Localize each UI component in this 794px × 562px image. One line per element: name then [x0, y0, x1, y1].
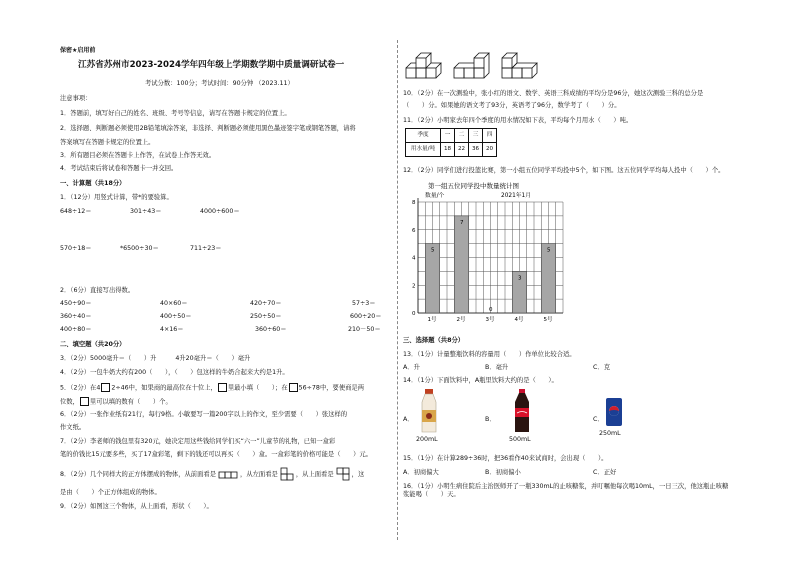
- left-view-icon: [280, 467, 294, 481]
- cubes-icon: [501, 48, 545, 84]
- x-tick-label: 5号: [543, 317, 553, 323]
- cube-figure-3: [501, 48, 545, 84]
- exam-info: 考试分数：100分；考试时间：90分钟 （2023.11）: [145, 80, 294, 87]
- front-view-icon: [218, 468, 238, 480]
- section1-heading: 一、计算题（共18分）: [60, 180, 126, 187]
- x-tick-label: 3号: [485, 317, 495, 323]
- note-2b: 答案填写在答题卡规定的位置上。: [60, 139, 155, 146]
- q5-part-a: 5．（2分）在4: [60, 384, 101, 392]
- blank-box: [289, 383, 298, 392]
- chart-ylabel: 数量/个: [425, 193, 445, 199]
- bar-value-label: 0: [489, 307, 493, 313]
- oral-item: 210－50＝: [348, 326, 381, 333]
- calc-item: 301÷43＝: [130, 208, 162, 215]
- q5-part-b: 2÷46中，如果商的最高位在十位上，: [111, 384, 217, 392]
- blank-box: [101, 383, 110, 392]
- bar: [425, 244, 440, 313]
- q5-line2: [60, 397, 172, 406]
- q3-text: 3．（2分）5000毫升＝（ ）升 4升20毫升＝（ ）毫升: [60, 355, 251, 362]
- section3-heading: 三、选择题（共8分）: [403, 337, 465, 344]
- calc-item: 4000÷600＝: [200, 208, 240, 215]
- bar-value-label: 5: [547, 247, 551, 254]
- q7-text: 7．（2分）李老师的钱包里有320元，她决定用这些钱给同学们买“六一”儿童节的礼物，已知一盒彩: [60, 438, 336, 445]
- x-tick-label: 2号: [456, 317, 466, 323]
- q7-line2: 笔的价钱比15元要多些，买了17盒彩笔，剩下的钱还可以再买（ ）盒。一盒彩笔的价格可能是（ ）元。: [60, 451, 372, 458]
- pepsi-can-icon: [605, 397, 623, 427]
- y-tick-label: 8: [412, 200, 416, 206]
- q14-text: 14．（1分）下面饮料中，A瓶里饮料大约的是（ ）。: [403, 377, 558, 384]
- oral-item: 250÷50＝: [250, 313, 282, 320]
- q8-line1: [60, 467, 364, 481]
- q10-line2: （ ）分。如果她的语文考了93分，英语考了96分，数学考了（ ）分。: [403, 102, 621, 109]
- shooting-bar-chart: [403, 180, 583, 334]
- oral-item: 600÷20＝: [350, 313, 382, 320]
- cube-figure-1: [405, 48, 449, 84]
- y-tick-label: 0: [412, 311, 416, 317]
- x-tick-label: 1号: [427, 317, 437, 323]
- y-tick-label: 6: [412, 227, 416, 234]
- table-cell: 三: [469, 129, 483, 143]
- cubes-icon: [453, 48, 497, 84]
- table-cell: 一: [441, 129, 455, 143]
- table-cell: 22: [455, 143, 469, 157]
- table-cell: 四: [483, 129, 497, 143]
- table-cell: 用水量/吨: [406, 143, 441, 157]
- q5-line2-a: 位数，: [60, 398, 79, 406]
- column-divider: [397, 40, 398, 540]
- table-cell: 20: [483, 143, 497, 157]
- calc-item: 648÷12＝: [60, 208, 92, 215]
- q13-text: 13．（1分）计量整瓶饮料的容量用（ ）作单位比较合适。: [403, 351, 576, 358]
- oral-item: 4×16＝: [160, 326, 184, 333]
- q5-part-c: 里最小填（ ）；在: [227, 384, 288, 392]
- q13-option-c: C．克: [593, 364, 610, 371]
- cola-bottle-image: [511, 388, 533, 437]
- notes-heading: 注意事项：: [60, 95, 92, 102]
- cubes-icon: [405, 48, 449, 84]
- q14-caption-a: 200mL: [416, 436, 438, 443]
- q14-caption-b: 500mL: [509, 436, 531, 443]
- q16-text: 16．（1分）小明生病住院后主治医师开了一瓶330mL的止咳糖浆，并叮嘱他每次喝10mL，一日三次，他这瓶止咳糖浆能喝（ ）天。: [403, 483, 729, 498]
- q13-option-a: A．升: [403, 364, 420, 371]
- q4-text: 4．（2分）一包牛奶大约有200（ ），（ ）包这样的牛奶合起来大约是1升。: [60, 369, 289, 376]
- oral-item: 400÷80＝: [60, 326, 92, 333]
- pepsi-can-image: [605, 397, 623, 430]
- calc-item: 711÷23＝: [190, 245, 222, 252]
- bar: [541, 244, 556, 313]
- secret-label: 保密★启用前: [60, 47, 96, 54]
- note-3: 3．所有题目必须在答题卡上作答，在试卷上作答无效。: [60, 152, 216, 159]
- bar: [454, 216, 469, 313]
- q8-part-c: ，从上面看是: [295, 471, 334, 478]
- table-row: [406, 129, 497, 143]
- table-cell: 36: [469, 143, 483, 157]
- table-cell: 二: [455, 129, 469, 143]
- milk-bottle-icon: [419, 388, 439, 434]
- x-tick-label: 4号: [514, 317, 524, 323]
- water-usage-table: [405, 128, 497, 157]
- cube-figure-2: [453, 48, 497, 84]
- note-2: 2．选择题、判断题必须使用2B铅笔填涂答案，非选择、判断题必须使用黑色墨迹签字笔或钢笔答题，请将: [60, 125, 356, 132]
- bar-value-label: 5: [431, 247, 435, 254]
- bar-value-label: 3: [518, 275, 522, 282]
- q11-text: 11．（2分）小明家去年四个季度的用水情况如下表，平均每个月用水（ ）吨。: [403, 117, 633, 124]
- exam-title: 江苏省苏州市2023-2024学年四年级上学期数学期中质量调研试卷一: [78, 60, 345, 70]
- oral-item: 450÷90＝: [60, 300, 92, 307]
- note-1: 1．答题前，填写好自己的姓名、班级、考号等信息，请写在答题卡规定的位置上。: [60, 110, 291, 117]
- q8-part-b: ，从左面看是: [240, 471, 278, 478]
- q14-caption-c: 250mL: [599, 430, 621, 437]
- q1-text: 1．（12分）用竖式计算，带*的要验算。: [60, 194, 173, 201]
- y-tick-label: 2: [412, 283, 416, 290]
- section2-heading: 二、填空题（共20分）: [60, 341, 126, 348]
- q15-option-c: C．正好: [593, 469, 617, 476]
- q14-option-c: C．: [593, 416, 604, 423]
- q5-line1: [60, 383, 364, 392]
- q5-line2-b: 里可以填的数有（ ）个。: [89, 398, 172, 406]
- bar-chart-svg: [403, 180, 583, 330]
- table-row: [406, 143, 497, 157]
- q6-line2: 作文纸。: [60, 424, 86, 431]
- q8-part-a: 8．（2分）几个同样大的正方体摆成的物体，从前面看是: [60, 471, 216, 478]
- q15-option-b: B．初商偏小: [485, 469, 521, 476]
- q12-text: 12．（2分）同学们进行投篮比赛，第一小组五位同学平均投中5个，如下图。这五位同学平均每人投中（ ）个。: [403, 167, 725, 174]
- blank-box: [218, 383, 227, 392]
- oral-item: 420÷70＝: [250, 300, 282, 307]
- oral-item: 57÷3＝: [352, 300, 376, 307]
- calc-item: *6500÷30＝: [120, 245, 159, 252]
- q14-option-b: B．: [485, 416, 496, 423]
- milk-bottle-image: [419, 388, 439, 437]
- q9-text: 9．（2分）如图这三个物体，从上面看，形状（ ）。: [60, 503, 213, 510]
- oral-item: 360÷40＝: [60, 313, 92, 320]
- q15-option-a: A．初商偏大: [403, 469, 439, 476]
- q15-text: 15．（1分）在计算289÷36时，把36看作40来试商时，会出现（ ）。: [403, 455, 608, 462]
- oral-item: 360÷60＝: [255, 326, 287, 333]
- blank-box: [80, 397, 89, 406]
- q13-option-b: B．毫升: [485, 364, 509, 371]
- q14-option-a: A．: [403, 416, 414, 423]
- note-4: 4．考试结束后将试卷和答题卡一并交回。: [60, 165, 178, 172]
- q5-part-d: 56÷78中，要使商是两: [298, 384, 365, 392]
- q6-text: 6．（2分）一张作业纸有21行，每行9格。小敏要写一篇200字以上的作文，至少需要（ ）张这样的: [60, 411, 348, 418]
- oral-item: 400÷50＝: [160, 313, 192, 320]
- oral-item: 40×60＝: [160, 300, 188, 307]
- y-tick-label: 4: [412, 255, 416, 262]
- bar-value-label: 7: [460, 219, 464, 226]
- q2-text: 2．（6分）直接写出得数。: [60, 287, 135, 294]
- chart-title: 第一组五位同学投中数量统计图: [428, 182, 519, 190]
- cola-bottle-icon: [511, 388, 533, 434]
- calc-item: 570÷18＝: [60, 245, 92, 252]
- table-cell: 18: [441, 143, 455, 157]
- q8-line2: 是由（ ）个正方体组成的物体。: [60, 489, 161, 496]
- chart-date: 2021年1月: [501, 193, 532, 199]
- q8-part-c2: ，这: [351, 471, 365, 478]
- q10-text: 10．（2分）在一次测验中，张小红的语文、数学、英语三科成绩的平均分是96分，她这次测验三科的总分是: [403, 90, 704, 97]
- table-cell: 季度: [406, 129, 441, 143]
- top-view-icon: [336, 467, 350, 481]
